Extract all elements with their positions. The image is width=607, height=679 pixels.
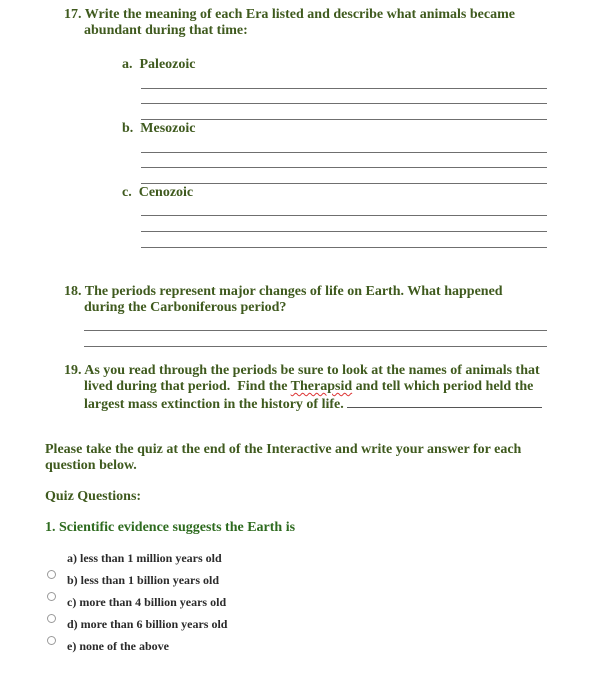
quiz-heading: Quiz Questions: (45, 489, 142, 504)
answer-line-17c-2[interactable] (141, 231, 547, 232)
option-a-label: a) less than 1 million years old (67, 551, 222, 565)
question-19-number: 19. (64, 363, 82, 378)
question-17 (64, 7, 584, 23)
radio-option-d[interactable] (47, 614, 56, 623)
question-19-line3-text: largest mass extinction in the history of life. (84, 397, 344, 412)
item-17c-label: Cenozoic (138, 185, 194, 200)
item-17b-letter: b. (122, 121, 134, 136)
item-17b-label: Mesozoic (140, 121, 196, 136)
question-18-line2: during the Carboniferous period? (84, 300, 287, 315)
answer-line-17c-3[interactable] (141, 247, 547, 248)
question-18-number: 18. (64, 284, 82, 299)
question-17-number: 17. (64, 7, 82, 22)
radio-option-b[interactable] (47, 570, 56, 579)
option-b-label: b) less than 1 billion years old (67, 573, 220, 587)
spellcheck-word: Therapsid (290, 379, 353, 394)
option-d-label: d) more than 6 billion years old (67, 617, 228, 631)
question-18-line1: The periods represent major changes of life on Earth. What happened (84, 284, 503, 299)
question-19-line1: As you read through the periods be sure to look at the names of animals that (84, 363, 540, 378)
answer-blank-19[interactable] (347, 395, 542, 408)
item-17c (122, 185, 193, 201)
instructions-line1: Please take the quiz at the end of the Interactive and write your answer for each (45, 442, 522, 457)
question-19-line2-pre: lived during that period. Find the (84, 379, 291, 394)
answer-line-18-2[interactable] (84, 346, 547, 347)
quiz-question-1: 1. Scientific evidence suggests the Earth is (45, 520, 296, 535)
question-19-line3 (84, 395, 542, 413)
item-17b (122, 121, 196, 137)
answer-line-17b-2[interactable] (141, 167, 547, 168)
radio-option-c[interactable] (47, 592, 56, 601)
answer-line-17c-1[interactable] (141, 215, 547, 216)
option-c-label: c) more than 4 billion years old (67, 595, 227, 609)
item-17a-letter: a. (122, 57, 133, 72)
item-17a (122, 57, 195, 73)
question-17-line2: abundant during that time: (84, 23, 248, 38)
answer-line-17a-2[interactable] (141, 103, 547, 104)
item-17c-letter: c. (122, 185, 132, 200)
question-17-line1: Write the meaning of each Era listed and describe what animals became (84, 7, 515, 22)
answer-line-17b-1[interactable] (141, 152, 547, 153)
question-19-line2-post: and tell which period held the (352, 379, 534, 394)
instructions-line2: question below. (45, 458, 137, 473)
option-e-label: e) none of the above (67, 639, 169, 653)
answer-line-17a-1[interactable] (141, 88, 547, 89)
question-19 (64, 363, 594, 379)
question-19-line2 (84, 379, 533, 395)
radio-option-e[interactable] (47, 636, 56, 645)
answer-line-17b-3[interactable] (141, 183, 547, 184)
answer-line-17a-3[interactable] (141, 119, 547, 120)
answer-line-18-1[interactable] (84, 330, 547, 331)
question-18 (64, 284, 584, 300)
item-17a-label: Paleozoic (139, 57, 196, 72)
